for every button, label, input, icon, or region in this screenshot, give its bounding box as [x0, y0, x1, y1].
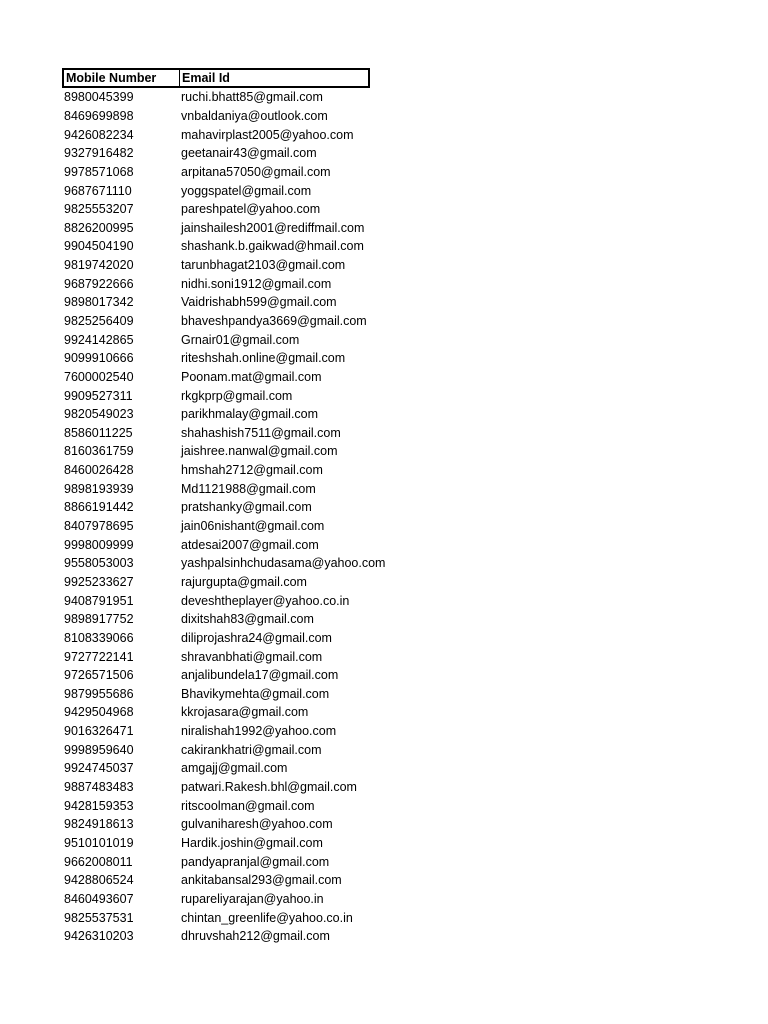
mobile-number-cell: 8407978695 — [64, 519, 134, 534]
table-row — [62, 908, 385, 927]
email-cell: rkgkprp@gmail.com — [181, 388, 293, 403]
mobile-number-cell: 9879955686 — [64, 686, 134, 701]
email-cell: dhruvshah212@gmail.com — [181, 929, 330, 944]
table-row — [62, 740, 385, 759]
table-row — [62, 927, 385, 946]
table-row — [62, 163, 385, 182]
table-row — [62, 88, 385, 107]
table-body — [62, 88, 385, 945]
table-row — [62, 386, 385, 405]
mobile-number-cell: 9998959640 — [64, 742, 134, 757]
table-row — [62, 517, 385, 536]
mobile-number-cell: 9687671110 — [64, 183, 132, 198]
table-row — [62, 685, 385, 704]
table-row — [62, 722, 385, 741]
email-cell: amgajj@gmail.com — [181, 761, 288, 776]
email-cell: gulvaniharesh@yahoo.com — [181, 817, 333, 832]
table-row — [62, 107, 385, 126]
table-row — [62, 778, 385, 797]
email-cell: ruchi.bhatt85@gmail.com — [181, 90, 323, 105]
table-row — [62, 237, 385, 256]
email-cell: geetanair43@gmail.com — [181, 146, 317, 161]
email-cell: pratshanky@gmail.com — [181, 500, 312, 515]
mobile-number-cell: 9016326471 — [64, 724, 134, 739]
email-cell: cakirankhatri@gmail.com — [181, 742, 322, 757]
email-cell: Poonam.mat@gmail.com — [181, 369, 322, 384]
email-cell: parikhmalay@gmail.com — [181, 407, 319, 422]
email-cell: kkrojasara@gmail.com — [181, 705, 309, 720]
mobile-number-cell: 9898917752 — [64, 612, 134, 627]
email-cell: vnbaldaniya@outlook.com — [181, 108, 328, 123]
table-row — [62, 815, 385, 834]
mobile-number-cell: 9825256409 — [64, 314, 134, 328]
email-cell: yoggspatel@gmail.com — [181, 183, 312, 198]
table-row — [62, 629, 385, 648]
table-row — [62, 349, 385, 368]
table-row — [62, 610, 385, 629]
email-cell: chintan_greenlife@yahoo.co.in — [181, 910, 353, 925]
header-email-id: Email Id — [182, 71, 230, 85]
table-row — [62, 312, 385, 331]
email-cell: jaishree.nanwal@gmail.com — [181, 444, 338, 459]
table-row — [62, 330, 385, 349]
mobile-number-cell: 9726571506 — [64, 668, 134, 683]
email-cell: bhaveshpandya3669@gmail.com — [181, 314, 367, 328]
mobile-number-cell: 9998009999 — [64, 537, 134, 552]
table-row — [62, 573, 385, 592]
email-cell: Grnair01@gmail.com — [181, 332, 300, 347]
email-cell: rajurgupta@gmail.com — [181, 574, 307, 589]
mobile-number-cell: 8469699898 — [64, 108, 134, 123]
mobile-number-cell: 9925233627 — [64, 574, 134, 589]
email-cell: diliprojashra24@gmail.com — [181, 630, 332, 645]
table-row — [62, 256, 385, 275]
table-row — [62, 479, 385, 498]
mobile-number-cell: 9820549023 — [64, 407, 134, 422]
email-cell: ritscoolman@gmail.com — [181, 798, 315, 813]
mobile-number-cell: 9327916482 — [64, 146, 134, 161]
email-cell: niralishah1992@yahoo.com — [181, 724, 337, 739]
email-cell: rupareliyarajan@yahoo.in — [181, 891, 324, 906]
table-row — [62, 666, 385, 685]
mobile-number-cell: 9687922666 — [64, 276, 134, 291]
header-mobile-number: Mobile Number — [64, 70, 180, 86]
email-cell: patwari.Rakesh.bhl@gmail.com — [181, 780, 357, 795]
table-row — [62, 554, 385, 573]
mobile-number-cell: 9428159353 — [64, 798, 134, 813]
email-cell: Hardik.joshin@gmail.com — [181, 835, 323, 850]
email-cell: shahashish7511@gmail.com — [181, 425, 341, 440]
email-cell: hmshah2712@gmail.com — [181, 463, 323, 478]
table-row — [62, 871, 385, 890]
mobile-number-cell: 8108339066 — [64, 630, 134, 645]
mobile-number-cell: 9825537531 — [64, 910, 134, 925]
email-cell: nidhi.soni1912@gmail.com — [181, 276, 332, 291]
mobile-number-cell: 9978571068 — [64, 164, 134, 179]
mobile-number-cell: 9819742020 — [64, 258, 134, 273]
table-row — [62, 834, 385, 853]
table-row — [62, 461, 385, 480]
table-row — [62, 796, 385, 815]
mobile-number-cell: 8866191442 — [64, 500, 134, 515]
table-row — [62, 442, 385, 461]
mobile-number-cell: 9898193939 — [64, 481, 134, 496]
email-cell: anjalibundela17@gmail.com — [181, 668, 339, 683]
mobile-number-cell: 9408791951 — [64, 593, 134, 608]
email-cell: pareshpatel@yahoo.com — [181, 202, 321, 217]
mobile-number-cell: 9727722141 — [64, 649, 134, 664]
mobile-number-cell: 8460026428 — [64, 463, 134, 478]
mobile-number-cell: 9426082234 — [64, 127, 134, 142]
table-row — [62, 405, 385, 424]
mobile-number-cell: 8460493607 — [64, 891, 134, 906]
mobile-number-cell: 9824918613 — [64, 817, 134, 832]
table-row — [62, 200, 385, 219]
mobile-number-cell: 9428806524 — [64, 873, 134, 888]
email-cell: tarunbhagat2103@gmail.com — [181, 258, 346, 273]
table-header-row — [62, 68, 370, 88]
email-cell: jainshailesh2001@rediffmail.com — [181, 220, 365, 235]
mobile-number-cell: 9558053003 — [64, 556, 134, 571]
email-cell: Bhavikymehta@gmail.com — [181, 686, 330, 701]
email-cell: atdesai2007@gmail.com — [181, 537, 319, 552]
email-cell: pandyapranjal@gmail.com — [181, 854, 330, 869]
mobile-number-cell: 9510101019 — [64, 835, 134, 850]
table-row — [62, 125, 385, 144]
table-row — [62, 647, 385, 666]
mobile-number-cell: 8160361759 — [64, 444, 134, 459]
mobile-number-cell: 9099910666 — [64, 351, 134, 366]
email-cell: mahavirplast2005@yahoo.com — [181, 127, 354, 142]
email-cell: yashpalsinhchudasama@yahoo.com — [181, 556, 386, 571]
mobile-number-cell: 9898017342 — [64, 295, 134, 310]
table-row — [62, 144, 385, 163]
mobile-number-cell: 9887483483 — [64, 780, 134, 795]
table-row — [62, 424, 385, 443]
table-row — [62, 181, 385, 200]
table-row — [62, 218, 385, 237]
mobile-number-cell: 8586011225 — [64, 425, 133, 440]
table-row — [62, 591, 385, 610]
mobile-number-cell: 9825553207 — [64, 202, 134, 217]
email-cell: jain06nishant@gmail.com — [181, 519, 325, 534]
table-row — [62, 498, 385, 517]
email-cell: Vaidrishabh599@gmail.com — [181, 295, 337, 310]
table-row — [62, 703, 385, 722]
email-cell: shashank.b.gaikwad@hmail.com — [181, 239, 364, 254]
email-cell: shravanbhati@gmail.com — [181, 649, 323, 664]
mobile-number-cell: 9662008011 — [64, 854, 133, 869]
mobile-number-cell: 9909527311 — [64, 388, 133, 403]
email-cell: ankitabansal293@gmail.com — [181, 873, 342, 888]
table-row — [62, 368, 385, 387]
table-row — [62, 293, 385, 312]
mobile-number-cell: 8980045399 — [64, 90, 134, 105]
table-row — [62, 852, 385, 871]
mobile-number-cell: 7600002540 — [64, 369, 134, 384]
table-row — [62, 759, 385, 778]
email-cell: dixitshah83@gmail.com — [181, 612, 314, 627]
table-row — [62, 274, 385, 293]
email-cell: arpitana57050@gmail.com — [181, 164, 331, 179]
table-row — [62, 535, 385, 554]
mobile-number-cell: 9426310203 — [64, 929, 134, 944]
email-cell: deveshtheplayer@yahoo.co.in — [181, 593, 350, 608]
mobile-number-cell: 9924745037 — [64, 761, 134, 776]
email-cell: Md1121988@gmail.com — [181, 481, 316, 496]
email-cell: riteshshah.online@gmail.com — [181, 351, 346, 366]
table-row — [62, 890, 385, 909]
mobile-number-cell: 9429504968 — [64, 705, 134, 720]
mobile-number-cell: 9924142865 — [64, 332, 134, 347]
contact-table — [62, 68, 385, 945]
mobile-number-cell: 9904504190 — [64, 239, 134, 254]
mobile-number-cell: 8826200995 — [64, 220, 134, 235]
